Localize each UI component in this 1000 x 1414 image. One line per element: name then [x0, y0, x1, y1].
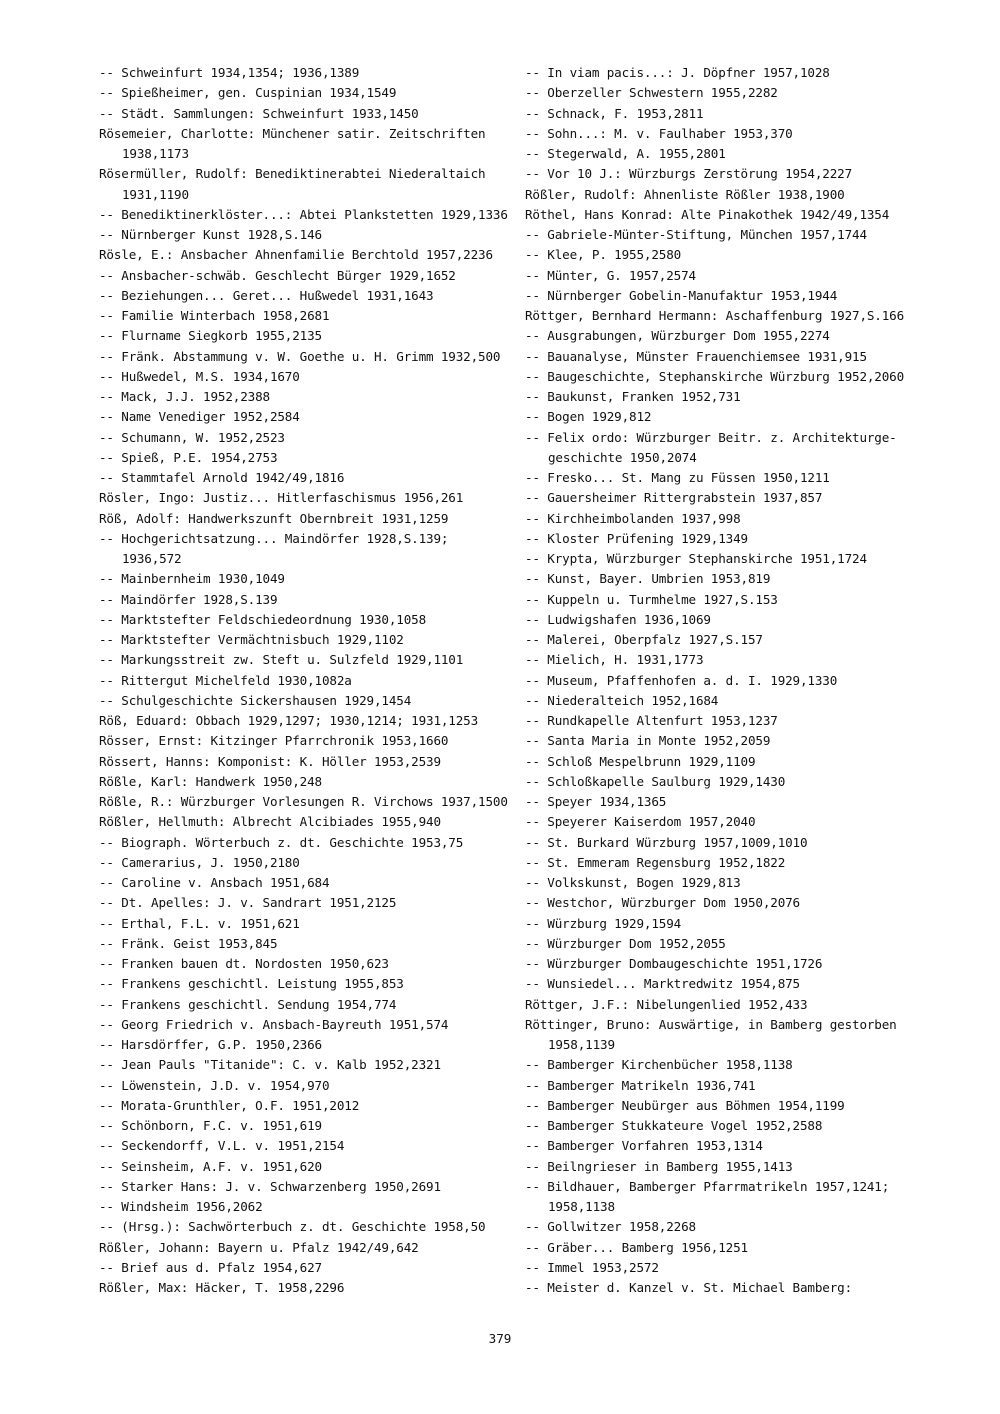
index-entry: -- Schumann, W. 1952,2523 — [99, 429, 285, 445]
index-entry-continuation: 1931,1190 — [122, 186, 189, 202]
index-entry: -- Bauanalyse, Münster Frauenchiemsee 1931,915 — [525, 348, 867, 364]
index-entry: -- Malerei, Oberpfalz 1927,S.157 — [525, 632, 763, 647]
index-entry: -- Rundkapelle Altenfurt 1953,1237 — [525, 713, 778, 728]
index-entry: -- Spieß, P.E. 1954,2753 — [99, 449, 278, 465]
index-entry: -- Wunsiedel... Marktredwitz 1954,875 — [525, 976, 800, 992]
index-entry: -- Windsheim 1956,2062 — [99, 1199, 263, 1214]
index-entry: Rößler, Rudolf: Ahnenliste Rößler 1938,1900 — [525, 186, 845, 202]
right-column — [525, 63, 945, 1298]
index-entry: -- Kuppeln u. Turmhelme 1927,S.153 — [525, 591, 778, 607]
index-entry: -- Starker Hans: J. v. Schwarzenberg 1950,2691 — [99, 1178, 441, 1194]
index-entry: -- Baugeschichte, Stephanskirche Würzburg 1952,2060 — [525, 368, 905, 384]
index-entry: -- Gräber... Bamberg 1956,1251 — [525, 1239, 748, 1255]
index-entry: -- Frankens geschichtl. Leistung 1955,853 — [99, 976, 404, 992]
index-entry: Rößle, Karl: Handwerk 1950,248 — [99, 773, 322, 789]
index-entry: -- Caroline v. Ansbach 1951,684 — [99, 875, 330, 890]
index-entry: -- Speyerer Kaiserdom 1957,2040 — [525, 814, 756, 830]
index-entry: -- Sohn...: M. v. Faulhaber 1953,370 — [525, 125, 793, 141]
index-entry: -- Benediktinerklöster...: Abtei Plankstetten 1929,1336 — [99, 206, 508, 222]
index-entry: -- Seinsheim, A.F. v. 1951,620 — [99, 1158, 322, 1174]
index-entry: -- Klee, P. 1955,2580 — [525, 247, 682, 263]
index-entry: Rösermüller, Rudolf: Benediktinerabtei Niederaltaich — [99, 166, 486, 182]
index-entry: -- Krypta, Würzburger Stephanskirche 1951,1724 — [525, 551, 867, 566]
index-entry: -- Nürnberger Kunst 1928,S.146 — [99, 227, 322, 242]
index-entry: -- Morata-Grunthler, O.F. 1951,2012 — [99, 1097, 360, 1113]
index-entry: Röttinger, Bruno: Auswärtige, in Bamberg gestorben — [525, 1016, 897, 1032]
index-entry: -- Schloß Mespelbrunn 1929,1109 — [525, 753, 756, 769]
index-entry: Röttger, Bernhard Hermann: Aschaffenburg 1927,S.166 — [525, 308, 905, 323]
index-entry: -- Markungsstreit zw. Steft u. Sulzfeld 1929,1101 — [99, 652, 464, 668]
index-entry: -- Immel 1953,2572 — [525, 1259, 659, 1275]
index-entry: -- Franken bauen dt. Nordosten 1950,623 — [99, 956, 389, 971]
index-entry: Röß, Adolf: Handwerkszunft Obernbreit 1931,1259 — [99, 510, 449, 526]
index-entry: -- Münter, G. 1957,2574 — [525, 267, 696, 283]
index-entry: -- St. Burkard Würzburg 1957,1009,1010 — [525, 834, 808, 850]
index-entry: -- Westchor, Würzburger Dom 1950,2076 — [525, 895, 800, 911]
index-entry: -- Nürnberger Gobelin-Manufaktur 1953,1944 — [525, 287, 838, 303]
index-entry: -- Kirchheimbolanden 1937,998 — [525, 510, 741, 526]
index-entry: -- Fränk. Geist 1953,845 — [99, 935, 278, 951]
index-entry: -- Bamberger Neubürger aus Böhmen 1954,1199 — [525, 1097, 845, 1113]
index-entry: -- Camerarius, J. 1950,2180 — [99, 854, 300, 870]
index-entry: -- Schönborn, F.C. v. 1951,619 — [99, 1118, 322, 1133]
index-entry: -- (Hrsg.): Sachwörterbuch z. dt. Geschichte 1958,50 — [99, 1219, 486, 1235]
index-entry: Rösemeier, Charlotte: Münchener satir. Zeitschriften — [99, 125, 486, 141]
index-entry: -- Würzburger Dombaugeschichte 1951,1726 — [525, 956, 823, 971]
index-entry: -- Bamberger Matrikeln 1936,741 — [525, 1077, 756, 1093]
index-entry: Rößler, Max: Häcker, T. 1958,2296 — [99, 1280, 345, 1295]
index-entry: -- Brief aus d. Pfalz 1954,627 — [99, 1259, 322, 1275]
index-entry: -- Jean Pauls "Titanide": C. v. Kalb 1952,2321 — [99, 1057, 441, 1073]
index-entry: -- Georg Friedrich v. Ansbach-Bayreuth 1951,574 — [99, 1016, 449, 1032]
index-entry: -- Marktstefter Feldschiedeordnung 1930,1058 — [99, 611, 427, 627]
index-entry: -- Städt. Sammlungen: Schweinfurt 1933,1450 — [99, 105, 419, 121]
index-entry: Rössert, Hanns: Komponist: K. Höller 1953,2539 — [99, 753, 441, 769]
index-entry: Rößler, Hellmuth: Albrecht Alcibiades 1955,940 — [99, 814, 441, 830]
index-entry: -- Biograph. Wörterbuch z. dt. Geschichte 1953,75 — [99, 834, 464, 850]
index-entry: -- Niederalteich 1952,1684 — [525, 692, 719, 708]
index-entry: -- Bogen 1929,812 — [525, 409, 652, 425]
index-entry: -- Museum, Pfaffenhofen a. d. I. 1929,1330 — [525, 672, 838, 688]
page-number: 379 — [488, 1331, 512, 1346]
index-entry: -- Kloster Prüfening 1929,1349 — [525, 530, 748, 546]
index-entry: -- Stegerwald, A. 1955,2801 — [525, 146, 726, 161]
index-entry: -- Gabriele-Münter-Stiftung, München 1957,1744 — [525, 227, 867, 242]
index-entry: -- Santa Maria in Monte 1952,2059 — [525, 733, 771, 749]
index-entry: -- Fresko... St. Mang zu Füssen 1950,1211 — [525, 470, 830, 485]
index-entry: -- Ausgrabungen, Würzburger Dom 1955,2274 — [525, 328, 830, 344]
index-entry: -- Spießheimer, gen. Cuspinian 1934,1549 — [99, 85, 397, 101]
index-entry-continuation: geschichte 1950,2074 — [548, 449, 697, 465]
index-entry: Rößler, Johann: Bayern u. Pfalz 1942/49,642 — [99, 1239, 419, 1255]
index-entry: -- Flurname Siegkorb 1955,2135 — [99, 328, 322, 344]
index-entry: -- St. Emmeram Regensburg 1952,1822 — [525, 854, 786, 870]
index-entry: -- Bamberger Stukkateure Vogel 1952,2588 — [525, 1118, 823, 1133]
index-entry: -- Beziehungen... Geret... Hußwedel 1931,1643 — [99, 287, 434, 303]
index-entry: -- Würzburg 1929,1594 — [525, 915, 682, 931]
index-entry: -- Gauersheimer Rittergrabstein 1937,857 — [525, 490, 823, 506]
index-entry: -- Familie Winterbach 1958,2681 — [99, 308, 330, 323]
index-entry: -- Felix ordo: Würzburger Beitr. z. Architekturge- — [525, 429, 897, 445]
index-entry: -- Schweinfurt 1934,1354; 1936,1389 — [99, 65, 360, 80]
index-entry: -- Mainbernheim 1930,1049 — [99, 571, 285, 587]
index-entry: Rösle, E.: Ansbacher Ahnenfamilie Berchtold 1957,2236 — [99, 247, 493, 263]
index-entry: Rösser, Ernst: Kitzinger Pfarrchronik 1953,1660 — [99, 733, 449, 749]
index-entry: -- Stammtafel Arnold 1942/49,1816 — [99, 470, 345, 485]
index-entry: Röthel, Hans Konrad: Alte Pinakothek 1942/49,1354 — [525, 206, 890, 222]
index-entry: -- Bamberger Kirchenbücher 1958,1138 — [525, 1057, 793, 1073]
index-entry: Röttger, J.F.: Nibelungenlied 1952,433 — [525, 996, 808, 1012]
index-entry: -- Rittergut Michelfeld 1930,1082a — [99, 672, 352, 688]
index-entry: -- Speyer 1934,1365 — [525, 794, 667, 809]
index-entry: Röß, Eduard: Obbach 1929,1297; 1930,1214; 1931,1253 — [99, 713, 479, 728]
index-entry-continuation: 1938,1173 — [122, 146, 189, 161]
index-entry: -- Harsdörffer, G.P. 1950,2366 — [99, 1037, 322, 1052]
index-entry-continuation: 1958,1139 — [548, 1037, 615, 1052]
index-entry: -- Beilngrieser in Bamberg 1955,1413 — [525, 1158, 793, 1174]
index-entry: -- Bildhauer, Bamberger Pfarrmatrikeln 1957,1241; — [525, 1178, 890, 1194]
index-entry: -- Maindörfer 1928,S.139 — [99, 591, 278, 607]
index-entry: -- Volkskunst, Bogen 1929,813 — [525, 875, 741, 890]
index-entry: -- Ludwigshafen 1936,1069 — [525, 611, 711, 627]
left-column — [99, 63, 509, 1298]
index-entry: -- Frankens geschichtl. Sendung 1954,774 — [99, 996, 397, 1012]
index-entry: -- Schulgeschichte Sickershausen 1929,1454 — [99, 692, 412, 708]
index-entry: -- In viam pacis...: J. Döpfner 1957,1028 — [525, 65, 830, 80]
index-entry: Rösler, Ingo: Justiz... Hitlerfaschismus 1956,261 — [99, 490, 464, 506]
index-entry: -- Baukunst, Franken 1952,731 — [525, 389, 741, 404]
index-entry: -- Hochgerichtsatzung... Maindörfer 1928,S.139; — [99, 530, 449, 546]
index-entry: -- Gollwitzer 1958,2268 — [525, 1219, 696, 1235]
index-entry: -- Schloßkapelle Saulburg 1929,1430 — [525, 773, 786, 789]
index-entry: -- Kunst, Bayer. Umbrien 1953,819 — [525, 571, 771, 587]
index-entry: -- Vor 10 J.: Würzburgs Zerstörung 1954,2227 — [525, 166, 853, 182]
index-entry-continuation: 1958,1138 — [548, 1199, 615, 1214]
index-entry: -- Name Venediger 1952,2584 — [99, 409, 300, 425]
index-entry: -- Marktstefter Vermächtnisbuch 1929,1102 — [99, 632, 404, 647]
index-entry: -- Oberzeller Schwestern 1955,2282 — [525, 85, 778, 101]
index-entry: -- Würzburger Dom 1952,2055 — [525, 935, 726, 951]
index-entry: -- Hußwedel, M.S. 1934,1670 — [99, 368, 300, 384]
index-entry: -- Fränk. Abstammung v. W. Goethe u. H. Grimm 1932,500 — [99, 348, 501, 364]
index-entry: -- Schnack, F. 1953,2811 — [525, 105, 704, 121]
index-entry: -- Bamberger Vorfahren 1953,1314 — [525, 1138, 763, 1154]
index-entry: -- Löwenstein, J.D. v. 1954,970 — [99, 1077, 330, 1093]
index-entry-continuation: 1936,572 — [122, 551, 182, 566]
index-entry: -- Mielich, H. 1931,1773 — [525, 652, 704, 668]
index-entry: -- Meister d. Kanzel v. St. Michael Bamberg: — [525, 1280, 853, 1295]
index-entry: Rößle, R.: Würzburger Vorlesungen R. Virchows 1937,1500 — [99, 794, 508, 809]
index-entry: -- Erthal, F.L. v. 1951,621 — [99, 915, 300, 931]
index-entry: -- Dt. Apelles: J. v. Sandrart 1951,2125 — [99, 895, 397, 911]
index-entry: -- Seckendorff, V.L. v. 1951,2154 — [99, 1138, 345, 1154]
index-entry: -- Ansbacher-schwäb. Geschlecht Bürger 1929,1652 — [99, 267, 456, 283]
index-entry: -- Mack, J.J. 1952,2388 — [99, 389, 270, 404]
